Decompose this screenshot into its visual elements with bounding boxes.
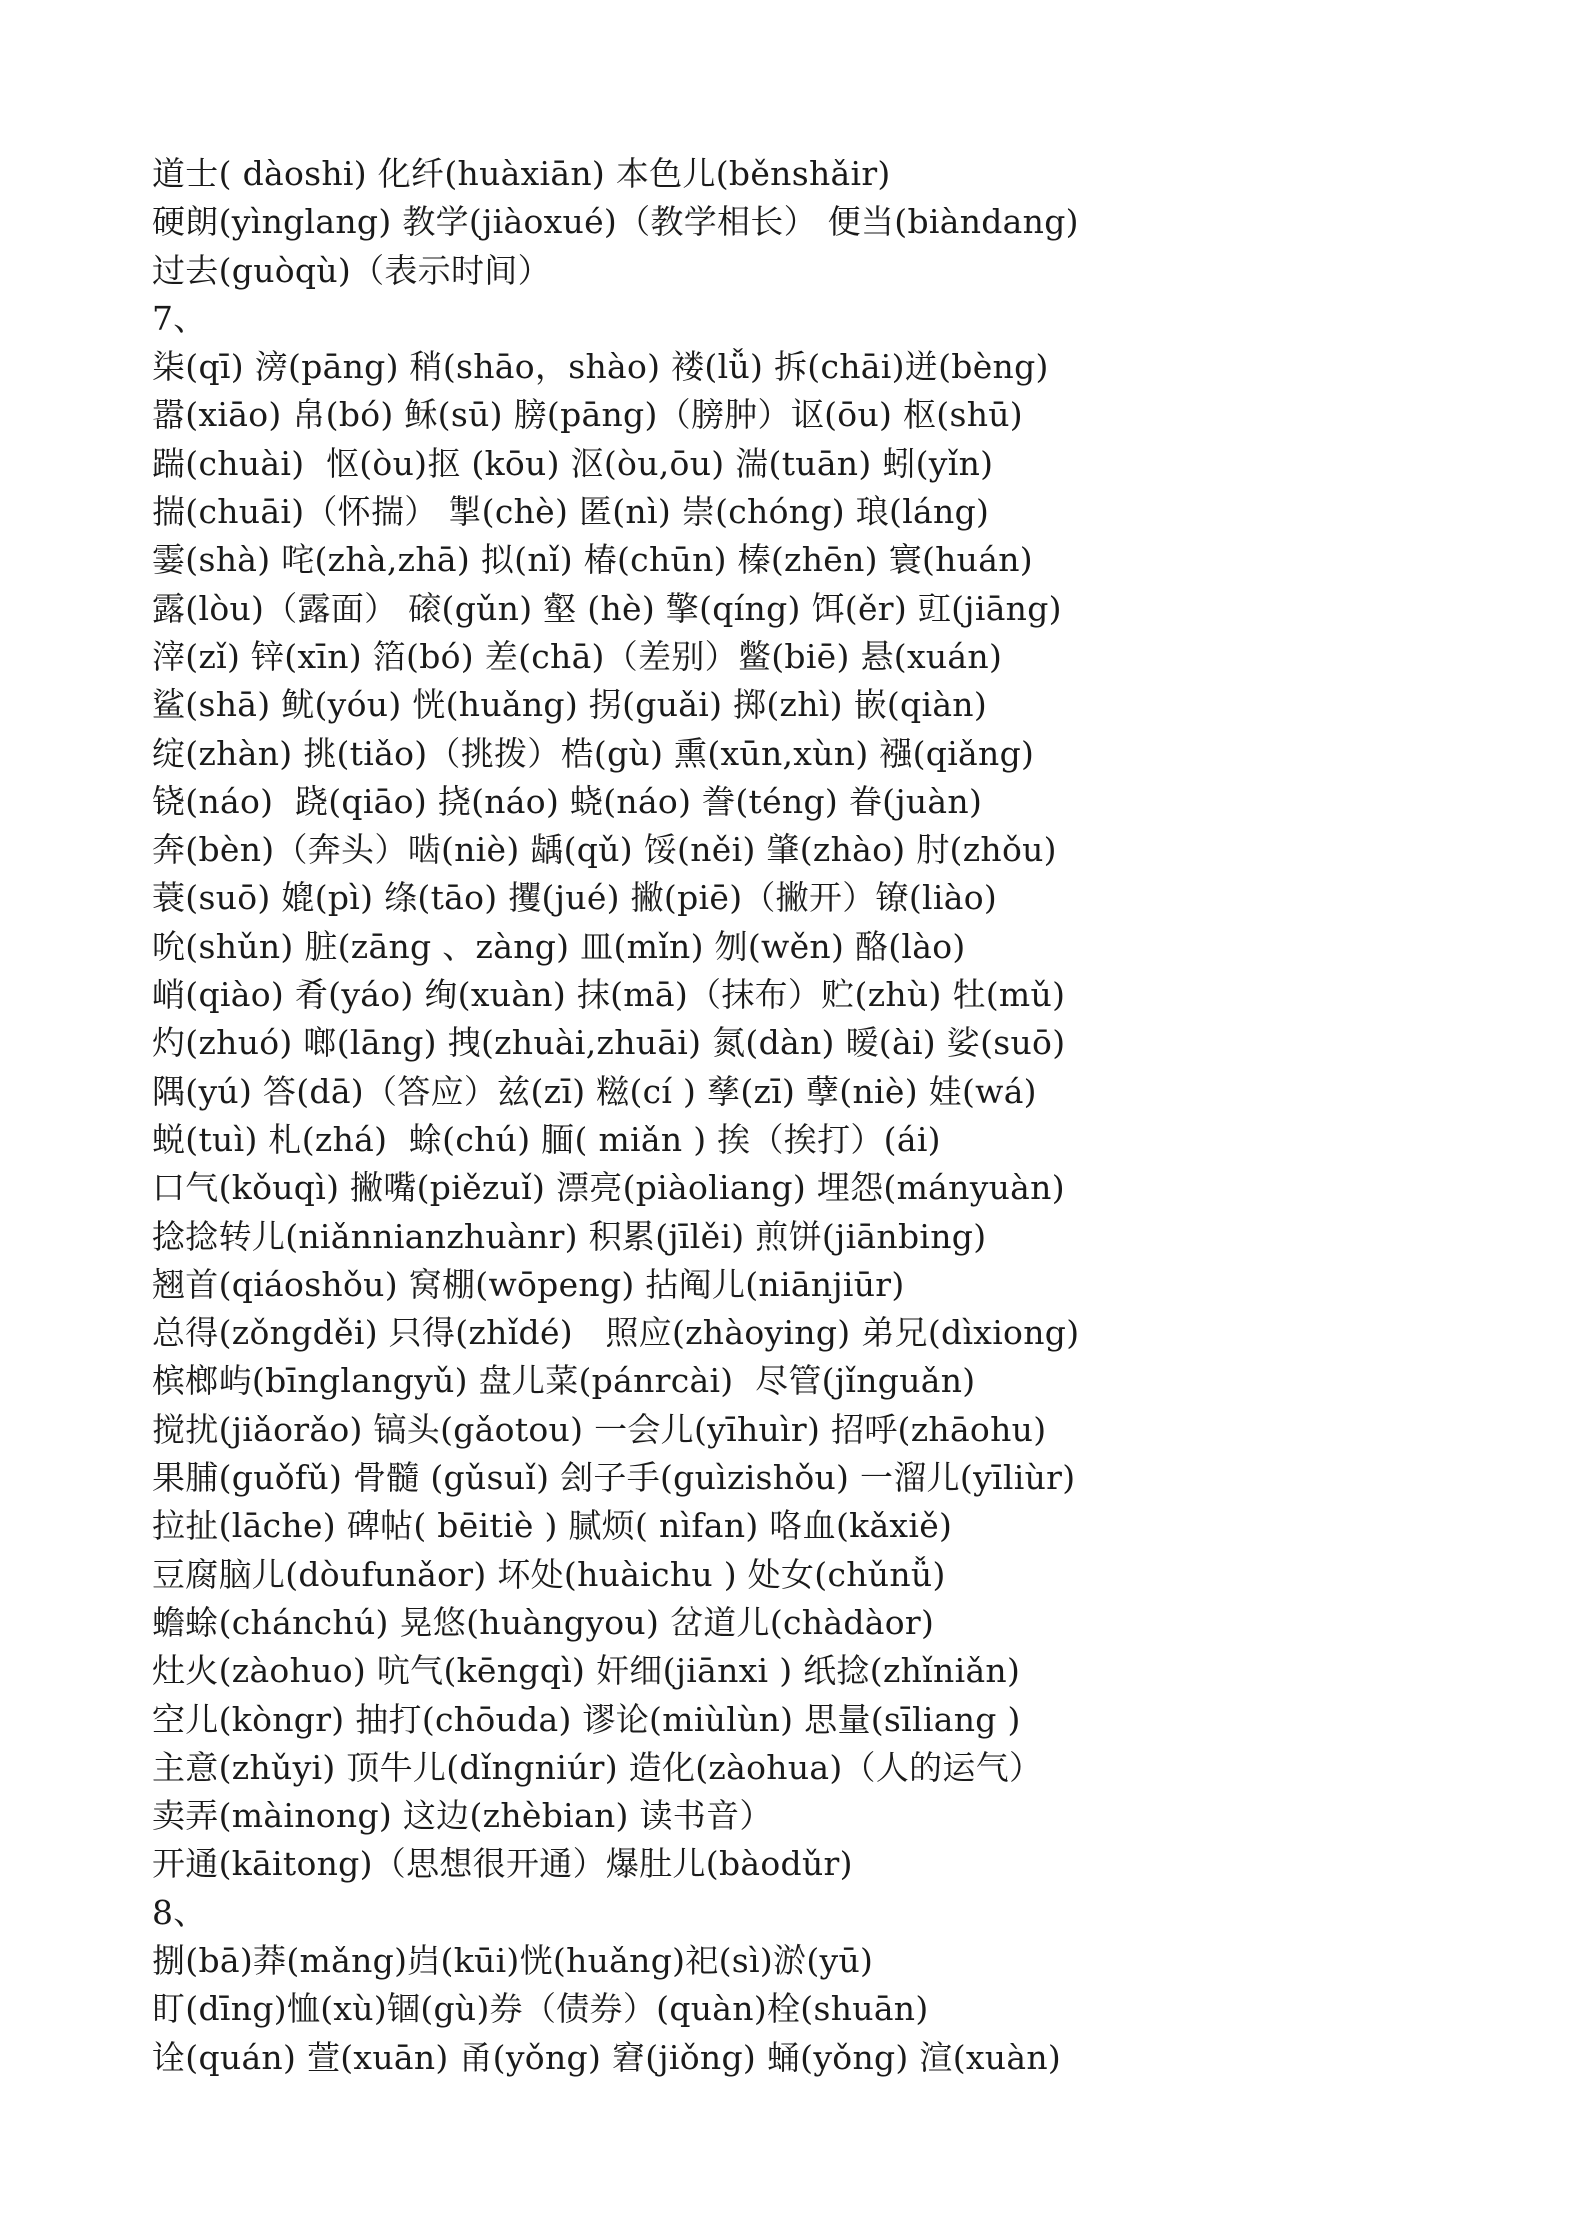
text-line: 道士( dàoshi) 化纤(huàxiān) 本色儿(běnshǎir) (152, 154, 891, 193)
text-line: 过去(guòqù)（表示时间） (152, 250, 551, 290)
text-line: 滓(zǐ) 锌(xīn) 箔(bó) 差(chā)（差别）鳖(biē) 悬(xuán) (152, 636, 1003, 676)
text-line: 硬朗(yìnglang) 教学(jiàoxué)（教学相长） 便当(biàndang) (152, 202, 1079, 242)
text-line: 盯(dīng)恤(xù)锢(gù)券（债券）(quàn)栓(shuān) (152, 1989, 929, 2029)
text-line: 捌(bā)莽(mǎng)岿(kūi)恍(huǎng)祀(sì)淤(yū) (152, 1940, 874, 1980)
text-line: 槟榔屿(bīnglangyǔ) 盘儿菜(pánrcài) 尽管(jǐnguǎn) (152, 1361, 976, 1401)
text-line: 隅(yú) 答(dā)（答应）兹(zī) 糍(cí ) 孳(zī) 孽(niè) 娃(wá) (152, 1071, 1037, 1111)
document-page (152, 150, 1552, 2082)
text-line: 总得(zǒngděi) 只得(zhǐdé) 照应(zhàoying) 弟兄(dìxiong) (152, 1313, 1080, 1353)
text-line: 口气(kǒuqì) 撇嘴(piězuǐ) 漂亮(piàoliang) 埋怨(mányuàn) (152, 1168, 1065, 1208)
text-line: 鲨(shā) 鱿(yóu) 恍(huǎng) 拐(guǎi) 掷(zhì) 嵌(qiàn) (152, 685, 988, 725)
text-line: 拉扯(lāche) 碑帖( bēitiè ) 腻烦( nìfan) 咯血(kǎxiě) (152, 1506, 953, 1546)
text-line: 柒(qī) 滂(pāng) 稍(shāo，shào) 褛(lǚ) 拆(chāi)迸(bèng) (152, 347, 1049, 387)
text-line: 揣(chuāi)（怀揣） 掣(chè) 匿(nì) 崇(chóng) 琅(láng) (152, 492, 990, 532)
text-line: 吮(shǔn) 脏(zāng 、zàng) 皿(mǐn) 刎(wěn) 酪(lào) (152, 926, 966, 966)
text-line: 主意(zhǔyi) 顶牛儿(dǐngniúr) 造化(zàohua)（人的运气） (152, 1747, 1043, 1787)
text-line: 捻捻转儿(niǎnnianzhuànr) 积累(jīlěi) 煎饼(jiānbing) (152, 1216, 987, 1256)
text-line: 峭(qiào) 肴(yáo) 绚(xuàn) 抹(mā)（抹布）贮(zhù) 牡(mǔ) (152, 975, 1066, 1015)
text-line: 蜕(tuì) 札(zhá) 蜍(chú) 腼( miǎn ) 挨（挨打）(ái) (152, 1119, 941, 1159)
text-line: 果脯(guǒfǔ) 骨髓 (gǔsuǐ) 刽子手(guìzishǒu) 一溜儿(yīliùr) (152, 1458, 1076, 1498)
text-line: 卖弄(màinong) 这边(zhèbian) 读书音） (152, 1796, 773, 1836)
text-line: 蓑(suō) 媲(pì) 绦(tāo) 攫(jué) 撇(piē)（撇开）镣(liào) (152, 878, 998, 918)
text-line: 绽(zhàn) 挑(tiǎo)（挑拨）梏(gù) 熏(xūn,xùn) 襁(qiǎng) (152, 733, 1035, 773)
text-line: 霎(shà) 咤(zhà,zhā) 拟(nǐ) 椿(chūn) 榛(zhēn) 寰(huán) (152, 540, 1033, 580)
text-line: 踹(chuài) 怄(òu)抠 (kōu) 沤(òu,ōu) 湍(tuān) 蚓(yǐn) (152, 443, 994, 483)
text-line: 搅扰(jiǎorǎo) 镐头(gǎotou) 一会儿(yīhuìr) 招呼(zhāohu) (152, 1409, 1047, 1449)
text-line: 灼(zhuó) 啷(lāng) 拽(zhuài,zhuāi) 氮(dàn) 暧(ài) 娑(suō) (152, 1023, 1066, 1063)
text-line: 奔(bèn)（奔头）啮(niè) 龋(qǔ) 馁(něi) 肇(zhào) 肘(zhǒu) (152, 830, 1057, 870)
text-line: 诠(quán) 萱(xuān) 甬(yǒng) 窘(jiǒng) 蛹(yǒng) 渲(xuàn) (152, 2037, 1062, 2077)
text-line: 开通(kāitong)（思想很开通）爆肚儿(bàodǔr) (152, 1844, 853, 1884)
text-line: 露(lòu)（露面） 磙(gǔn) 壑 (hè) 擎(qíng) 饵(ěr) 豇(jiāng) (152, 588, 1062, 628)
text-line: 空儿(kòngr) 抽打(chōuda) 谬论(miùlùn) 思量(sīliang ) (152, 1699, 1021, 1739)
text-line: 翘首(qiáoshǒu) 窝棚(wōpeng) 拈阄儿(niānjiūr) (152, 1264, 905, 1304)
text-line: 豆腐脑儿(dòufunǎor) 坏处(huàichu ) 处女(chǔnǚ) (152, 1554, 946, 1594)
text-line: 蟾蜍(chánchú) 晃悠(huàngyou) 岔道儿(chàdàor) (152, 1602, 935, 1642)
text-line: 铙(náo) 跷(qiāo) 挠(náo) 蛲(náo) 誊(téng) 眷(juàn) (152, 781, 983, 821)
section-number: 7、 (152, 298, 207, 338)
section-number: 8、 (152, 1892, 207, 1932)
text-line: 灶火(zàohuo) 吭气(kēngqì) 奸细(jiānxi ) 纸捻(zhǐniǎn) (152, 1651, 1021, 1691)
text-line: 嚣(xiāo) 帛(bó) 稣(sū) 膀(pāng)（膀肿）讴(ōu) 枢(shū) (152, 395, 1023, 435)
